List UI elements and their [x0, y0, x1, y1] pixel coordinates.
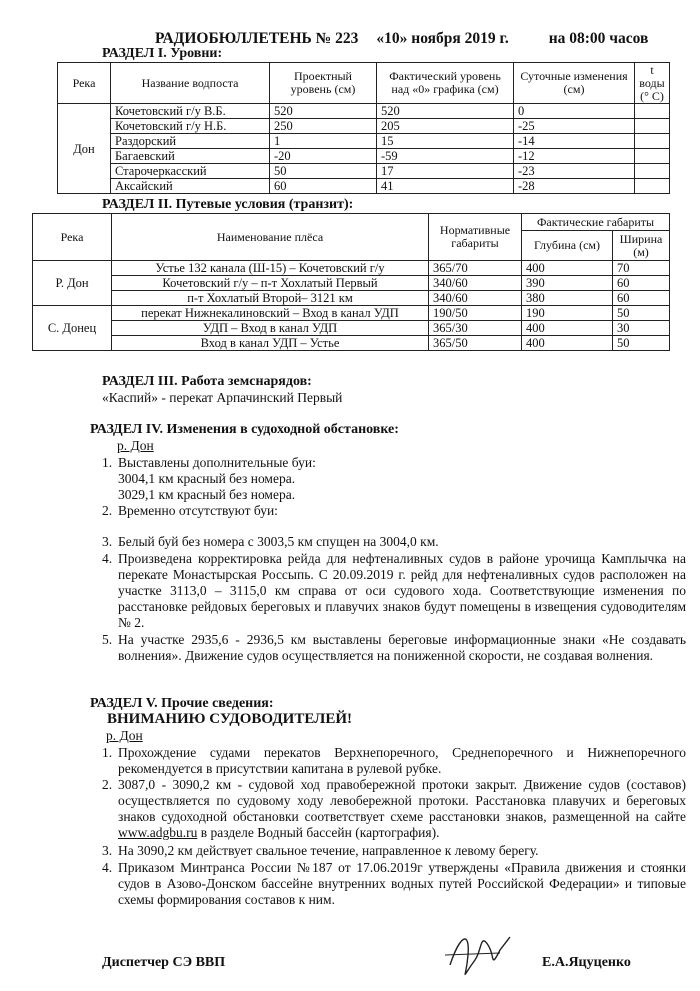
post-name-cell: Раздорский: [111, 134, 270, 149]
design-level-cell: 250: [270, 119, 377, 134]
reach-name-cell: УДП – Вход в канал УДП: [112, 321, 429, 336]
bulletin-time: на 08:00 часов: [548, 30, 649, 47]
design-level-cell: 1: [270, 134, 377, 149]
normative-cell: 340/60: [429, 276, 522, 291]
river-cell: Дон: [58, 104, 111, 194]
section-1-title: РАЗДЕЛ I. Уровни:: [102, 46, 223, 61]
col-water-temp: t воды (° С): [635, 63, 670, 104]
s4-item-4: 4. Произведена корректировка рейда для нефтеналивных судов в районе урочища Камплычка на перекате Монастырская Россыпь. С 20.09.2019 г. рейд для нефтеналивных судов расположен на участке 3113,0 – 3115,0 км справа от оси судового хода. Соответствующие изменения по расстановке рейдовых береговых и плавучих знаков будут помещены в извещения судоводителям № 2.: [102, 551, 686, 630]
adgbu-link[interactable]: www.adgbu.ru: [118, 825, 198, 840]
col-actual: Фактические габариты: [522, 214, 670, 231]
reach-name-cell: перекат Нижнекалиновский – Вход в канал УДП: [112, 306, 429, 321]
river-cell: С. Донец: [33, 306, 112, 351]
depth-cell: 390: [522, 276, 613, 291]
dispatcher-role: Диспетчер СЭ ВВП: [102, 955, 226, 970]
reach-name-cell: Устье 132 канала (Ш-15) – Кочетовский г/у: [112, 261, 429, 276]
water-temp-cell: [635, 179, 670, 194]
depth-cell: 400: [522, 321, 613, 336]
s4-item-2: 2. Временно отсутствуют буи:: [102, 503, 278, 518]
design-level-cell: 60: [270, 179, 377, 194]
s4-item-5: 5. На участке 2935,6 - 2936,5 км выставлены береговые информационные знаки «Не создавать волнения». Движение судов осуществляется на пониженной скорости, не создавая волнения.: [102, 632, 686, 663]
levels-table: [57, 62, 670, 194]
col-daily-change: Суточные изменения (см): [514, 63, 635, 104]
s5-item-4: 4. Приказом Минтранса России №187 от 17.06.2019г утверждены «Правила движения и стоянки судов в Азово-Донском бассейне внутренних водных путей Российской Федерации» и типовые схемы формирования составов к ним.: [102, 860, 686, 907]
river-cell: Р. Дон: [33, 261, 112, 306]
s5-item-3: 3. На 3090,2 км действует свальное течение, направленное к левому берегу.: [102, 843, 539, 858]
s4-item-1-line-1: 3004,1 км красный без номера.: [118, 471, 296, 486]
design-level-cell: 520: [270, 104, 377, 119]
depth-cell: 380: [522, 291, 613, 306]
daily-change-cell: -14: [514, 134, 635, 149]
col-normative: Нормативные габариты: [429, 214, 522, 261]
actual-level-cell: 17: [377, 164, 514, 179]
width-cell: 50: [613, 306, 670, 321]
depth-cell: 400: [522, 336, 613, 351]
width-cell: 60: [613, 276, 670, 291]
dredger-info: «Каспий» - перекат Арпачинский Первый: [102, 390, 343, 405]
attention-heading: ВНИМАНИЮ СУДОВОДИТЕЛЕЙ!: [107, 711, 352, 727]
col-depth: Глубина (см): [522, 231, 613, 261]
water-temp-cell: [635, 104, 670, 119]
col-design-level: Проектный уровень (см): [270, 63, 377, 104]
daily-change-cell: 0: [514, 104, 635, 119]
transit-row: [33, 261, 670, 276]
col-actual-level: Фактический уровень над «0» графика (см): [377, 63, 514, 104]
bulletin-title: [155, 30, 648, 48]
transit-table: [32, 213, 670, 351]
level-row: [58, 104, 670, 119]
river-label: р. Дон: [117, 438, 154, 453]
level-row: [58, 134, 670, 149]
design-level-cell: 50: [270, 164, 377, 179]
post-name-cell: Кочетовский г/у Н.Б.: [111, 119, 270, 134]
dispatcher-name: Е.А.Яцуценко: [542, 955, 631, 970]
daily-change-cell: -25: [514, 119, 635, 134]
normative-cell: 340/60: [429, 291, 522, 306]
bulletin-date: «10» ноября 2019 г.: [376, 30, 509, 47]
width-cell: 30: [613, 321, 670, 336]
normative-cell: 365/30: [429, 321, 522, 336]
water-temp-cell: [635, 119, 670, 134]
depth-cell: 190: [522, 306, 613, 321]
col-post: Название водпоста: [111, 63, 270, 104]
transit-row: [33, 306, 670, 321]
col-river: Река: [58, 63, 111, 104]
water-temp-cell: [635, 134, 670, 149]
river-label: р. Дон: [106, 728, 143, 743]
design-level-cell: -20: [270, 149, 377, 164]
actual-level-cell: 15: [377, 134, 514, 149]
width-cell: 70: [613, 261, 670, 276]
s5-item-2: 2. 3087,0 - 3090,2 км - судовой ход правобережной протоки закрыт. Движение судов (составов) осуществляется по судовому ходу левобережной протоки. Расстановка плавучих и береговых знаков судоходной обстановки соответствует схеме расстановки знаков, размещенной на сайте www.adgbu.ru в разделе Водный бассейн (картография).: [102, 777, 686, 840]
actual-level-cell: 520: [377, 104, 514, 119]
level-row: [58, 119, 670, 134]
reach-name-cell: п-т Хохлатый Второй– 3121 км: [112, 291, 429, 306]
section-2-title: РАЗДЕЛ II. Путевые условия (транзит):: [102, 197, 354, 212]
s5-item-1: 1. Прохождение судами перекатов Верхнепоречного, Среднепоречного и Нижнепоречного рекомендуется в присутствии капитана в рулевой рубке.: [102, 745, 686, 776]
reach-name-cell: Кочетовский г/у – п-т Хохлатый Первый: [112, 276, 429, 291]
daily-change-cell: -12: [514, 149, 635, 164]
normative-cell: 365/50: [429, 336, 522, 351]
s4-item-1-line-2: 3029,1 км красный без номера.: [118, 487, 296, 502]
water-temp-cell: [635, 149, 670, 164]
actual-level-cell: -59: [377, 149, 514, 164]
daily-change-cell: -23: [514, 164, 635, 179]
normative-cell: 365/70: [429, 261, 522, 276]
bulletin-number: РАДИОБЮЛЛЕТЕНЬ № 223: [155, 30, 359, 47]
actual-level-cell: 41: [377, 179, 514, 194]
transit-row: [33, 336, 670, 351]
normative-cell: 190/50: [429, 306, 522, 321]
transit-row: [33, 321, 670, 336]
transit-row: [33, 291, 670, 306]
col-reach: Наименование плёса: [112, 214, 429, 261]
section-4-title: РАЗДЕЛ IV. Изменения в судоходной обстановке:: [90, 422, 399, 437]
col-river: Река: [33, 214, 112, 261]
reach-name-cell: Вход в канал УДП – Устье: [112, 336, 429, 351]
post-name-cell: Кочетовский г/у В.Б.: [111, 104, 270, 119]
col-width: Ширина (м): [613, 231, 670, 261]
depth-cell: 400: [522, 261, 613, 276]
post-name-cell: Аксайский: [111, 179, 270, 194]
s4-item-3: 3. Белый буй без номера с 3003,5 км спущен на 3004,0 км.: [102, 534, 439, 549]
width-cell: 60: [613, 291, 670, 306]
transit-row: [33, 276, 670, 291]
section-5-title: РАЗДЕЛ V. Прочие сведения:: [90, 696, 274, 711]
signature-image: [440, 925, 520, 985]
level-row: [58, 164, 670, 179]
actual-level-cell: 205: [377, 119, 514, 134]
post-name-cell: Старочеркасский: [111, 164, 270, 179]
s4-item-1: 1. Выставлены дополнительные буи:: [102, 455, 316, 470]
level-row: [58, 149, 670, 164]
post-name-cell: Багаевский: [111, 149, 270, 164]
width-cell: 50: [613, 336, 670, 351]
daily-change-cell: -28: [514, 179, 635, 194]
section-3-title: РАЗДЕЛ III. Работа земснарядов:: [102, 374, 312, 389]
level-row: [58, 179, 670, 194]
water-temp-cell: [635, 164, 670, 179]
